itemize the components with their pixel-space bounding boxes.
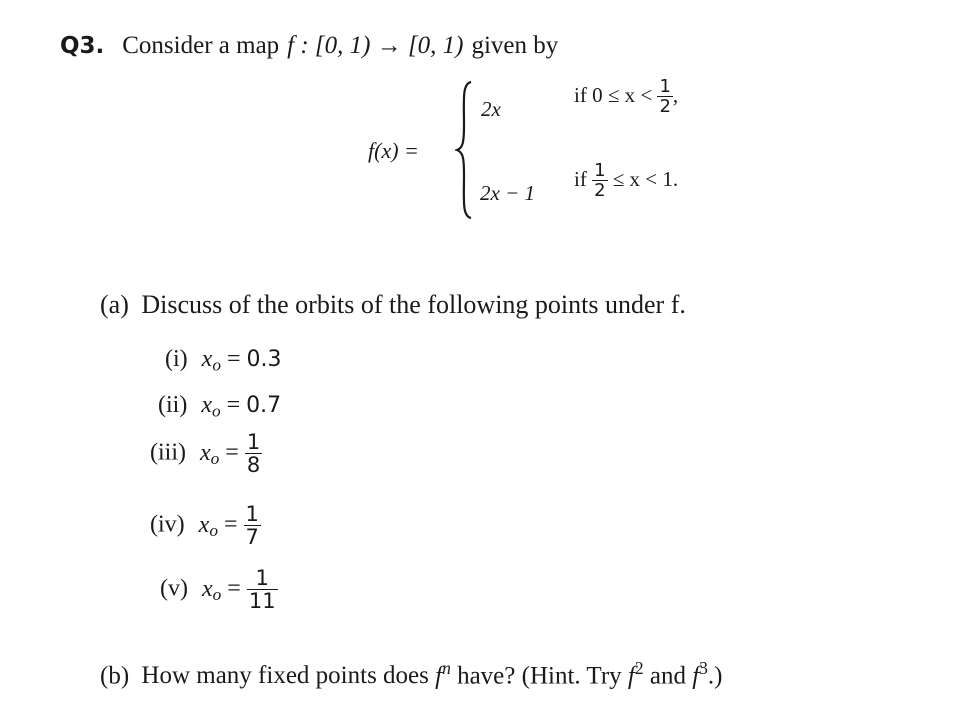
item-subscript: o	[209, 520, 218, 540]
item-variable: x	[201, 575, 213, 602]
item-label: (v)	[160, 575, 188, 602]
item-label: (i)	[165, 346, 188, 372]
item-fraction-numerator: 1	[245, 502, 259, 526]
left-brace-icon	[455, 80, 473, 220]
part-b-label: (b)	[100, 662, 130, 690]
item-equals: =	[227, 575, 241, 602]
item-variable: x	[201, 346, 213, 372]
item-label: (iii)	[150, 439, 186, 466]
item-fraction-denominator: 8	[246, 453, 261, 477]
item-fraction-numerator: 1	[246, 430, 261, 454]
question-number: Q3.	[60, 33, 105, 59]
item-fraction	[244, 504, 261, 548]
item-subscript: o	[212, 355, 221, 375]
case1-condition-prefix: if 0 ≤ x <	[574, 82, 653, 107]
item-equals: =	[226, 346, 241, 372]
case1-fraction-numerator: 1	[659, 76, 671, 97]
list-item	[158, 392, 281, 421]
part-b-text-3: and	[649, 662, 686, 690]
item-equals: =	[223, 511, 238, 538]
part-b-f2-base: f	[627, 662, 635, 690]
case2-fraction	[592, 162, 607, 200]
case1-condition-suffix: ,	[672, 82, 679, 107]
case1-fraction-denominator: 2	[659, 96, 671, 117]
item-equals: =	[226, 392, 241, 418]
question-intro-suffix: given by	[471, 32, 559, 59]
item-subscript: o	[211, 401, 221, 421]
part-b-text-1: How many fixed points does	[141, 662, 429, 690]
list-item	[165, 346, 282, 375]
question-intro: Consider a map	[122, 32, 280, 59]
item-value: 0.7	[246, 393, 282, 418]
case2-condition	[574, 162, 678, 200]
part-b-text-4: .)	[707, 662, 723, 690]
map-signature: f : [0, 1) → [0, 1)	[287, 32, 464, 59]
part-b-f3-exponent: 3	[699, 658, 708, 678]
part-a-text: Discuss of the orbits of the following points under f.	[141, 290, 686, 319]
item-equals: =	[225, 439, 239, 466]
case1-fraction	[657, 78, 672, 116]
case2-fraction-numerator: 1	[594, 160, 606, 181]
list-item	[160, 568, 278, 612]
part-b-f2-exponent: 2	[634, 658, 644, 678]
item-fraction-numerator: 1	[255, 566, 269, 590]
item-fraction	[245, 432, 262, 476]
item-label: (iv)	[150, 511, 185, 538]
item-subscript: o	[210, 448, 220, 468]
item-subscript: o	[212, 584, 222, 604]
case2-condition-suffix: ≤ x < 1.	[612, 166, 679, 191]
part-a-prompt	[100, 290, 686, 320]
case1-condition	[574, 78, 678, 116]
case1-expression: 2x	[481, 97, 501, 121]
part-b-prompt	[100, 658, 723, 690]
item-variable: x	[200, 439, 211, 466]
list-item	[150, 432, 262, 476]
part-b-f3-base: f	[692, 662, 700, 690]
part-b-text-2: have? (Hint. Try	[457, 662, 622, 690]
item-fraction	[247, 568, 278, 612]
item-value: 0.3	[246, 347, 282, 372]
case2-condition-prefix: if	[574, 166, 587, 191]
item-variable: x	[201, 392, 212, 418]
case2-fraction-denominator: 2	[594, 180, 606, 201]
part-b-fn-base: f	[435, 662, 443, 690]
definition-lhs: f(x) =	[368, 138, 419, 163]
item-fraction-denominator: 11	[248, 589, 276, 613]
item-fraction-denominator: 7	[245, 525, 259, 549]
part-b-fn-exponent: n	[442, 658, 451, 678]
part-a-label: (a)	[100, 290, 129, 319]
list-item	[150, 504, 261, 548]
question-header	[60, 30, 558, 60]
item-label: (ii)	[158, 392, 188, 418]
case2-expression: 2x − 1	[480, 181, 535, 205]
item-variable: x	[198, 511, 210, 538]
